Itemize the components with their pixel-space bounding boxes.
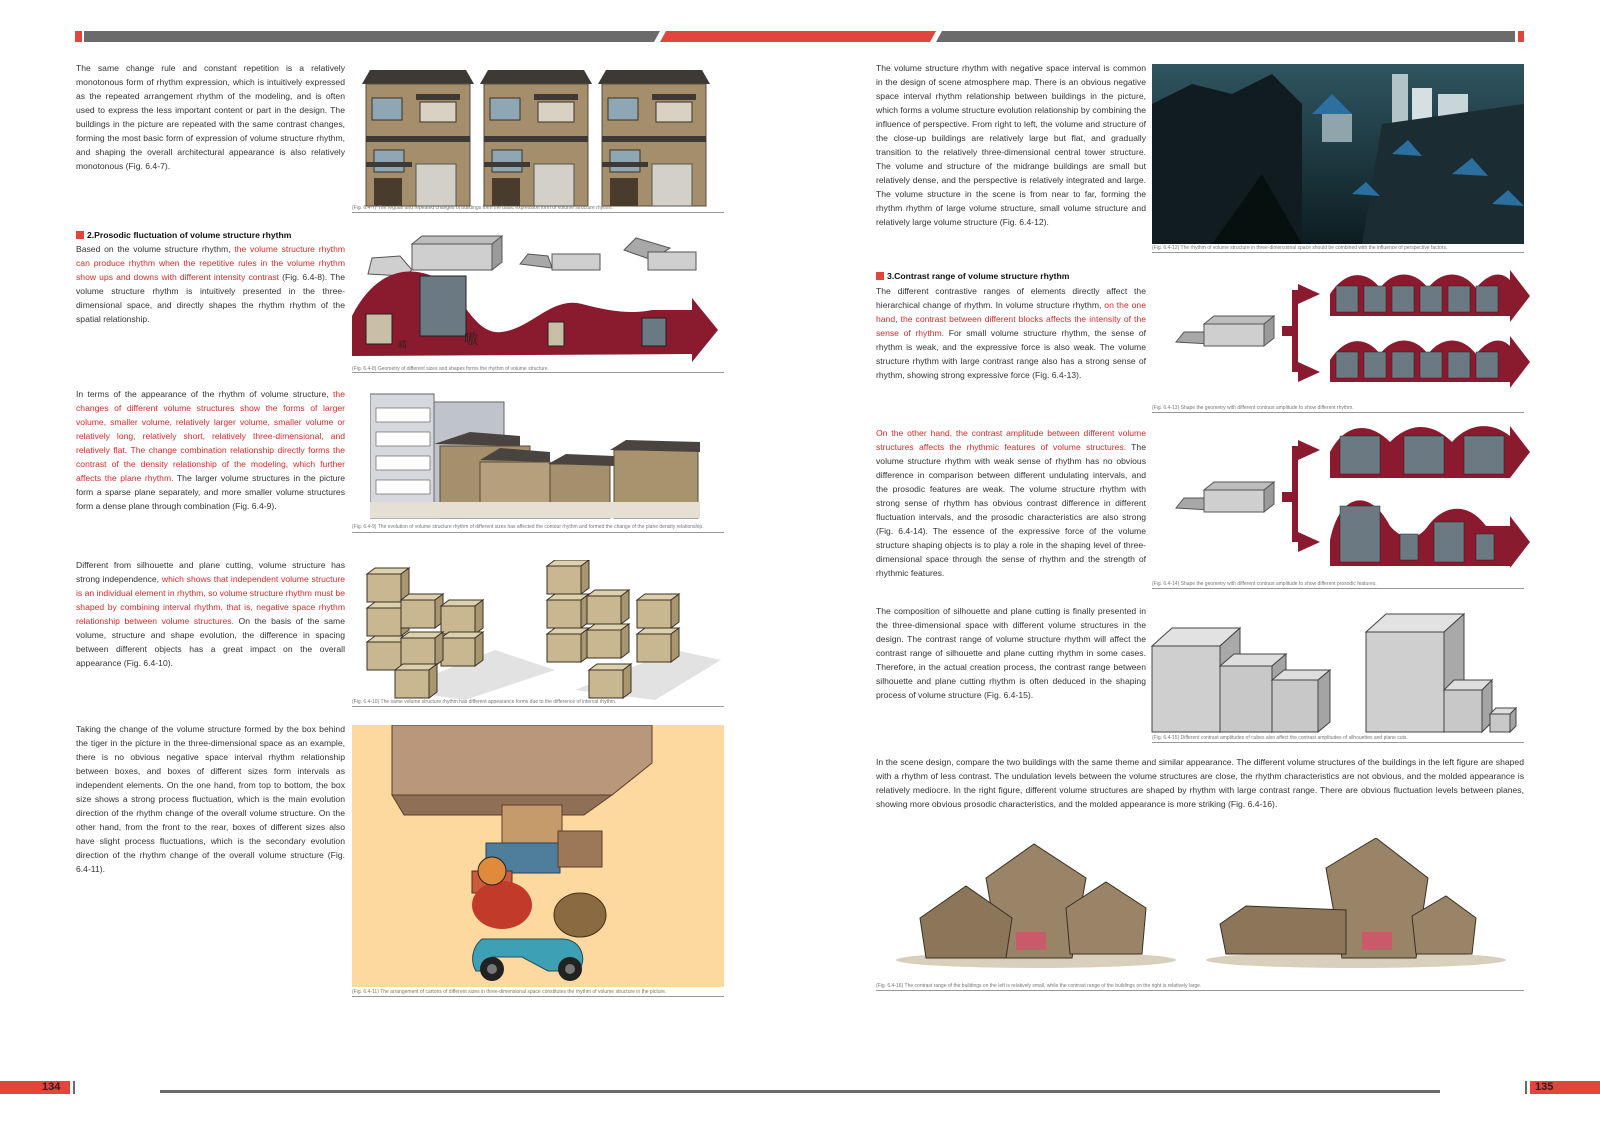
fig-6-4-11-tiger-scooter <box>352 725 724 987</box>
cap-line-6-4-16 <box>876 990 1524 991</box>
fig-6-4-12-castle-scene <box>1152 64 1524 244</box>
cap-line-6-4-10 <box>352 706 724 707</box>
highlighted-text: which shows that independent volume structure is an individual element in rhythm, so volume structure rhythm must be shaped by combining interval rhythm, that is, negative space rhythm relationship between volume structures. <box>76 574 345 626</box>
body-text: (Fig. 6.4-8). The volume structure rhythm is intuitively presented in the three-dimensional space, and directly shapes the rhythm rhythm of the spatial relationship. <box>76 272 345 324</box>
cap-line-6-4-11 <box>352 996 724 997</box>
body-text: The volume structure rhythm with weak sense of rhythm has no obvious difference in comparison between different undulating intervals, and the prosodic features are weak. The volume structure rhythm with strong sense of rhythm has obvious contrast difference in different fluctuation intervals, and the prosodic characteristics are also strong (Fig. 6.4-14). The essence of the expressive force of the volume structure shaping objects is to play a role in the shaping level of three-dimensional space through the sense of rhythm and the strength of rhythmic features. <box>876 442 1146 578</box>
cap-line-6-4-9 <box>352 532 724 533</box>
heading-square-icon <box>876 272 884 280</box>
section-heading-3-text: 3.Contrast range of volume structure rhythm <box>887 271 1070 281</box>
body-text: The volume structure rhythm with negative space interval is common in the design of scene atmosphere map. There is an obvious negative space interval rhythm relationship between buildings in the picture, which forms a volume structure evolution relationship by combining the influence of perspective. From right to left, the volume and structure of the close-up buildings are relatively large but flat, and gradually transition to the relatively three-dimensional central tower structure. The volume and structure of the midrange buildings are small but relatively dense, and the perspective is relatively integrated and large. The volume structure in the scene is from near to far, forming the rhythm rhythm of large volume structure, small volume structure and relatively large volume structure (Fig. 6.4-12). <box>876 63 1146 227</box>
left-paragraph-3 <box>76 387 345 513</box>
caption-6-4-10: (Fig. 6.4-10) The same volume structure rhythm has different appearance forms due to the difference of interval rhythm. <box>352 699 617 705</box>
body-text: Different from silhouette and plane cutting, volume structure has strong independence, <box>76 560 345 584</box>
caption-6-4-9: (Fig. 6.4-9) The evolution of volume structure rhythm of different sizes has affected the contour rhythm and formed the change of the plane density relationship. <box>352 524 704 530</box>
body-text: The different contrastive ranges of elements directly affect the hierarchical change of rhythm. In volume structure rhythm, <box>876 286 1146 310</box>
top-header-bars <box>0 0 1600 50</box>
footer-line <box>160 1090 1440 1093</box>
section-heading-2-text: 2.Prosodic fluctuation of volume structure rhythm <box>87 230 292 240</box>
body-text: For small volume structure rhythm, the sense of rhythm is weak, and the expressive force is also weak. The volume structure rhythm with large contrast range also has a strong sense of rhythm, showing strong expressive force (Fig. 6.4-13). <box>876 328 1146 380</box>
caption-6-4-16: (Fig. 6.4-16) The contrast range of the buildings on the left is relatively small, while the contrast range of the buildings on the right is relatively large. <box>876 983 1202 989</box>
caption-6-4-13: (Fig. 6.4-13) Shape the geometry with different contrast amplitude to show different rhythm. <box>1152 405 1354 411</box>
highlighted-text: the changes of different volume structures show the forms of larger volume, smaller volume, relatively larger volume, smaller volume or relatively long, relatively short, relatively three-dimensional, and relatively flat. The change combination relationship directly forms the contrast of the density relationship of the modeling, which further affects the plane rhythm. <box>76 389 345 483</box>
heading-square-icon <box>76 231 84 239</box>
body-text: The composition of silhouette and plane cutting is finally presented in the three-dimensional space with different volume structures in the design. The contrast range of volume structure rhythm will affect the contrast range of silhouette and plane cutting rhythm in some cases. Therefore, in the actual creation process, the contrast range between silhouette and plane cutting rhythm is often deduced in the shaping process of volume structure (Fig. 6.4-15). <box>876 606 1146 700</box>
cap-line-6-4-12 <box>1152 252 1524 253</box>
right-paragraph-1 <box>876 61 1146 229</box>
caption-6-4-8: (Fig. 6.4-8) Geometry of different sizes and shapes forms the rhythm of volume structure. <box>352 366 549 372</box>
footer-tick-left <box>73 1081 75 1094</box>
fig-6-4-16-thatched-buildings <box>876 838 1524 968</box>
left-paragraph-2 <box>76 242 345 326</box>
body-text: The same change rule and constant repetition is a relatively monotonous form of rhythm expression, which is intuitively expressed as the repeated arrangement rhythm of the modeling, and is often used to express the less important content or part in the design. The buildings in the picture are repeated with the same contrast changes, forming the most basic form of expression of volume structure rhythm, and shaping the overall architectural appearance is also relatively monotonous (Fig. 6.4-7). <box>76 63 345 171</box>
body-text: Taking the change of the volume structure formed by the box behind the tiger in the picture in the three-dimensional space as an example, there is no obvious negative space interval rhythm relationship between boxes, and boxes of different sizes form intervals as independent elements. On the one hand, from top to bottom, the box size shows a strong process fluctuation, which is the main evolution direction of the rhythm change of the overall volume structure. On the other hand, from the front to the rear, boxes of different sizes also have slight process fluctuations, which is the secondary evolution direction of the rhythm change of the overall volume structure (Fig. 6.4-11). <box>76 724 345 874</box>
cap-line-6-4-15 <box>1152 742 1524 743</box>
right-paragraph-4 <box>876 604 1146 702</box>
left-paragraph-5 <box>76 722 345 876</box>
fig-6-4-13-contrast-rhythm <box>1170 270 1530 400</box>
fig-6-4-15-cubes <box>1150 610 1526 734</box>
fig-6-4-10-crates <box>355 560 721 700</box>
bubble-text-b: 嗷 <box>464 332 478 348</box>
footer-tick-right <box>1525 1081 1527 1094</box>
fig-6-4-8-geometry-rhythm <box>352 226 724 364</box>
right-paragraph-2 <box>876 284 1146 382</box>
fig-6-4-7-repeated-buildings <box>358 66 724 208</box>
body-text: On the basis of the same volume, structure and shape evolution, the difference in spacing between different objects has a great impact on the overall appearance (Fig. 6.4-10). <box>76 616 345 668</box>
body-text: Based on the volume structure rhythm, <box>76 244 235 254</box>
left-paragraph-1 <box>76 61 345 173</box>
caption-6-4-15: (Fig. 6.4-15) Different contrast amplitudes of cubes also affect the contrast amplitudes of silhouettes and plane cuts. <box>1152 735 1408 741</box>
right-paragraph-3 <box>876 426 1146 580</box>
bubble-text-a: 喵 <box>398 341 408 351</box>
caption-6-4-12: (Fig. 6.4-12) The rhythm of volume structure in three-dimensional space should be combined with the influence of perspective factors. <box>1152 245 1448 251</box>
highlighted-text: on the one hand, the contrast between different blocks affects the intensity of the sense of rhythm. <box>876 300 1146 338</box>
left-paragraph-4 <box>76 558 345 670</box>
cap-line-6-4-14 <box>1152 588 1524 589</box>
cap-line-6-4-13 <box>1152 412 1524 413</box>
section-heading-3 <box>876 271 1069 281</box>
left-building <box>896 844 1176 968</box>
caption-6-4-7: (Fig. 6.4-7) The regular and repeated changes of buildings form the basic expression form of volume structure rhythm. <box>352 205 613 211</box>
body-text: In terms of the appearance of the rhythm of volume structure, <box>76 389 334 399</box>
caption-6-4-11: (Fig. 6.4-11) The arrangement of cartons of different sizes in three-dimensional space constitutes the rhythm of volume structure in the picture. <box>352 989 667 995</box>
fig-6-4-9-street-buildings <box>370 388 710 522</box>
right-building <box>1206 838 1506 968</box>
highlighted-text: On the other hand, the contrast amplitude between different volume structures affects the rhythmic features of volume structures. <box>876 428 1146 452</box>
highlighted-text: the volume structure rhythm can produce rhythm when the repetitive rules in the volume rhythm show ups and downs with different intensity contrast <box>76 244 346 282</box>
body-text: In the scene design, compare the two buildings with the same theme and similar appearance. The different volume structures of the buildings in the left figure are shaped with a rhythm of less contrast. The undulation levels between the volume structures are close, the rhythm characteristics are not obvious, and the molded appearance is relatively mediocre. In the right figure, different volume structures are shaped by rhythm with large contrast range. There are obvious fluctuation levels between planes, showing more obvious prosodic characteristics, and the molded appearance is more striking (Fig. 6.4-16). <box>876 757 1524 809</box>
page-number-left: 134 <box>42 1081 61 1093</box>
caption-6-4-14: (Fig. 6.4-14) Shape the geometry with different contrast amplitude to show different prosodic features. <box>1152 581 1377 587</box>
body-text: The larger volume structures in the picture form a sparse plane separately, and more smaller volume structures form a dense plane through combination (Fig. 6.4-9). <box>76 473 346 511</box>
cap-line-6-4-7 <box>352 212 724 213</box>
right-paragraph-5 <box>876 755 1524 811</box>
section-heading-2 <box>76 230 291 240</box>
page-number-right: 135 <box>1535 1081 1554 1093</box>
fig-6-4-14-contrast-prosody <box>1170 422 1530 572</box>
